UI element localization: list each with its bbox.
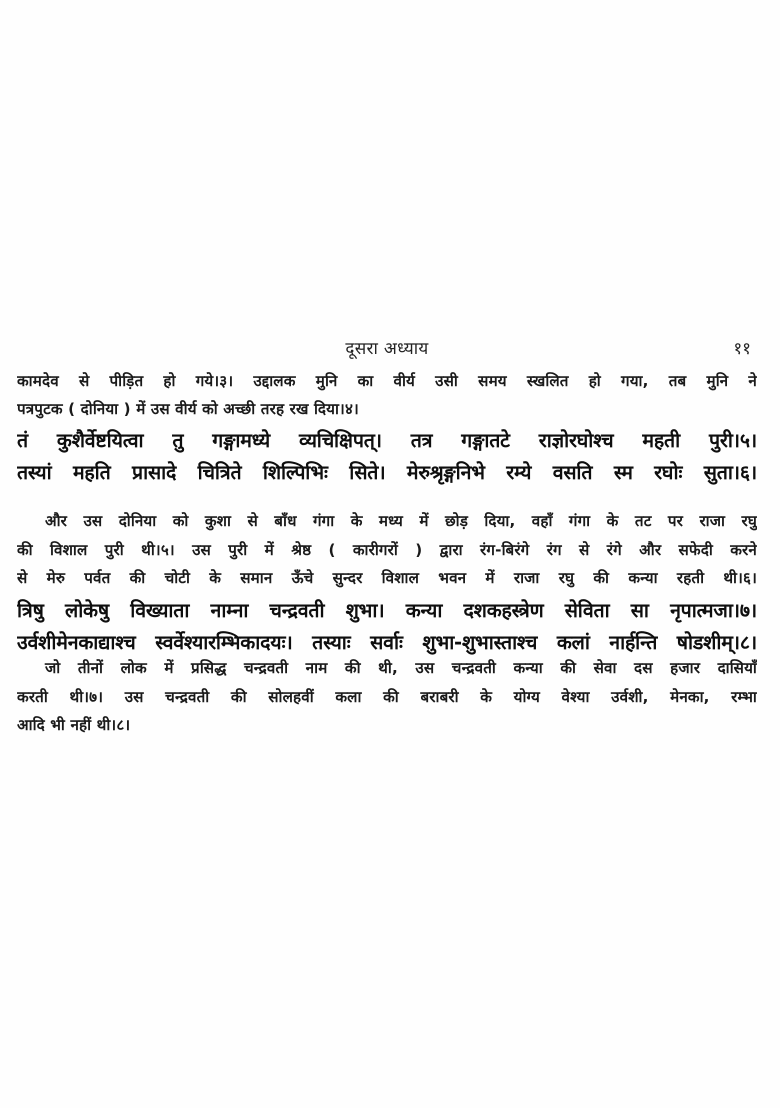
chapter-title: दूसरा अध्याय bbox=[345, 339, 429, 359]
prose-line: आदि भी नहीं थी।८। bbox=[17, 716, 131, 734]
prose-line: की विशाल पुरी थी।५। उस पुरी में श्रेष्ठ ( कारीगरों ) द्वारा रंग-बिरंगे रंग से रंगे और सफेदी करने bbox=[17, 541, 757, 559]
page-number: ११ bbox=[733, 339, 751, 359]
prose-line: और उस दोनिया को कुशा से बाँध गंगा के मध्य में छोड़ दिया, वहाँ गंगा के तट पर राजा रघु bbox=[45, 512, 757, 530]
verse-line: तं कुशैर्वेष्टयित्वा तु गङ्गामध्ये व्यचिक्षिपत्। तत्र गङ्गातटे राज्ञोरघोश्च महती पुरी।५। bbox=[17, 429, 757, 452]
prose-line: कामदेव से पीड़ित हो गये।३। उद्दालक मुनि का वीर्य उसी समय स्खलित हो गया, तब मुनि ने bbox=[17, 372, 757, 390]
prose-line: से मेरु पर्वत की चोटी के समान ऊँचे सुन्दर विशाल भवन में राजा रघु की कन्या रहती थी।६। bbox=[17, 569, 757, 587]
prose-line: पत्रपुटक ( दोनिया ) में उस वीर्य को अच्छी तरह रख दिया।४। bbox=[17, 400, 359, 418]
running-head bbox=[17, 336, 757, 362]
verse-line: उर्वशीमेनकाद्याश्च स्वर्वेश्यारम्भिकादयः। तस्याः सर्वाः शुभा-शुभास्ताश्च कलां नार्हन्ति षोडशीम्।८। bbox=[17, 631, 757, 654]
verse-line: तस्यां महति प्रासादे चित्रिते शिल्पिभिः सिते। मेरुश्रृङ्गनिभे रम्ये वसति स्म रघोः सुता।६। bbox=[17, 461, 757, 484]
prose-line: जो तीनों लोक में प्रसिद्ध चन्द्रवती नाम की थी, उस चन्द्रवती कन्या की सेवा दस हजार दासियाँ bbox=[45, 659, 757, 677]
prose-line: करती थी।७। उस चन्द्रवती की सोलहवीं कला की बराबरी के योग्य वेश्या उर्वशी, मेनका, रम्भा bbox=[17, 688, 757, 706]
verse-line: त्रिषु लोकेषु विख्याता नाम्ना चन्द्रवती शुभा। कन्या दशकहस्त्रेण सेविता सा नृपात्मजा।७। bbox=[17, 599, 757, 622]
